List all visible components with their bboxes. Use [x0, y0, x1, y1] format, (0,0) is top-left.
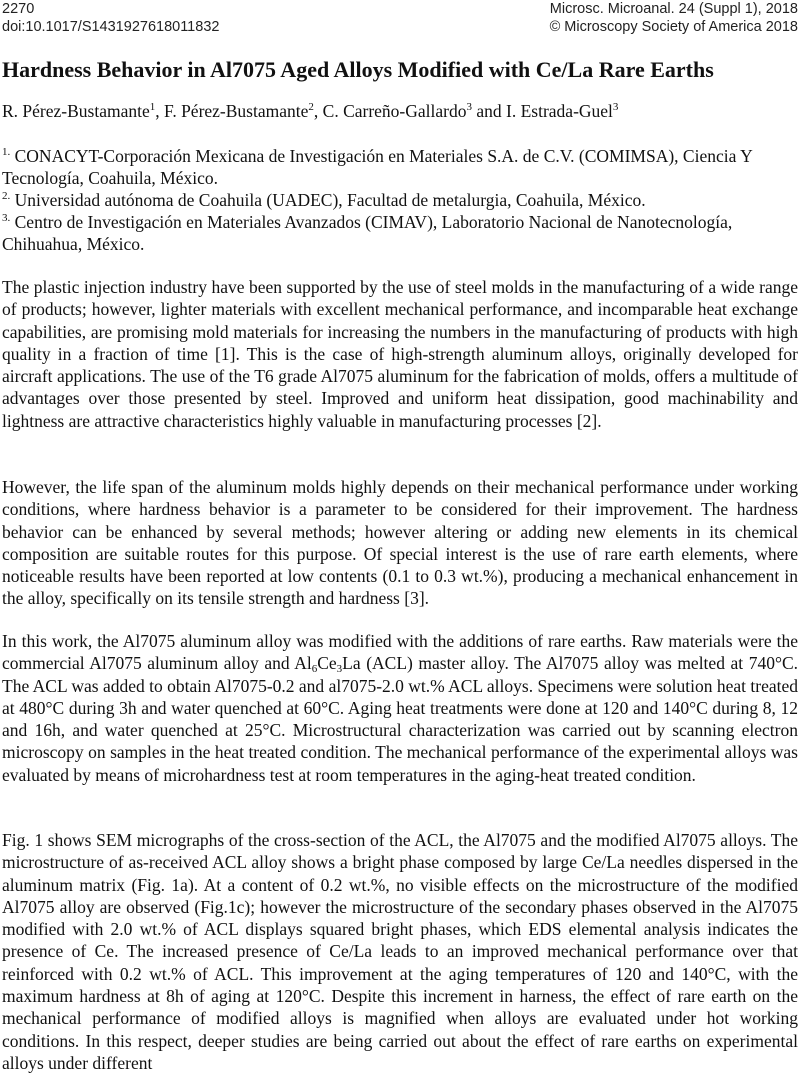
- author-name: F. Pérez-Bustamante: [163, 101, 309, 121]
- journal-citation: Microsc. Microanal. 24 (Suppl 1), 2018: [549, 1, 798, 17]
- affiliation-number: 2.: [2, 190, 11, 202]
- paragraph-text: La (ACL) master alloy. The Al7075 alloy was melted at 740°C. The ACL was added to obtain Al7075-0.2 and al7075-2.0 wt.% ACL alloys. Specimens were solution heat treated at 480°C during 3h and water quenched at 60°C. Aging heat treatments were done at 120 and 140°C during 8, 12 and 16h, and water quenched at 25°C. Microstructural characterization was carried out by scanning electron microscopy on samples in the heat treated condition. The mechanical performance of the experimental alloys was evaluated by means of microhardness test at room temperatures in the aging-heat treated condition.: [2, 653, 798, 785]
- header-left: [2, 0, 219, 36]
- author-separator: ,: [155, 101, 164, 121]
- body-paragraph-4: Fig. 1 shows SEM micrographs of the cross-section of the ACL, the Al7075 and the modified Al7075 alloys. The microstructure of as-received ACL alloy shows a bright phase composed by large Ce/La needles dispersed in the aluminum matrix (Fig. 1a). At a content of 0.2 wt.%, no visible effects on the microstructure of the modified Al7075 alloy are observed (Fig.1c); however the microstructure of the secondary phases observed in the Al7075 modified with 2.0 wt.% of ACL displays squared bright phases, which EDS elemental analysis indicates the presence of Ce. The increased presence of Ce/La leads to an improved mechanical performance over that reinforced with 0.2 wt.% of ACL. This improvement at the aging temperatures of 120 and 140°C, with the maximum hardness at 8h of aging at 120°C. Despite this increment in harness, the effect of rare earth on the mechanical performance of modified alloys is magnified when alloys are evaluated under hot working conditions. In this respect, deeper studies are being carried out about the effect of rare earths on experimental alloys under different: [2, 830, 798, 1073]
- subscript: 6: [311, 663, 318, 676]
- author-affiliation-mark: 1: [149, 101, 156, 113]
- author-affiliation-mark: 3: [612, 101, 619, 113]
- paragraph-text: In this work, the Al7075 aluminum alloy was modified with the additions of rare earths. Raw materials were the commercial Al7075 aluminum alloy and Al: [2, 631, 798, 674]
- affiliation-text: Universidad autónoma de Coahuila (UADEC), Facultad de metalurgia, Coahuila, México.: [10, 190, 646, 210]
- copyright: © Microscopy Society of America 2018: [549, 19, 798, 35]
- affiliation-text: Centro de Investigación en Materiales Avanzados (CIMAV), Laboratorio Nacional de Nanotecnología, Chihuahua, México.: [2, 212, 733, 254]
- author-separator: and: [471, 101, 507, 121]
- doi: doi:10.1017/S1431927618011832: [2, 19, 220, 35]
- page-number: 2270: [2, 1, 35, 17]
- paragraph-text: Ce: [317, 653, 337, 674]
- affiliation-1: [2, 145, 792, 189]
- affiliation-number: 1.: [2, 146, 11, 158]
- author-name: I. Estrada-Guel: [506, 101, 613, 121]
- author-affiliation-mark: 2: [308, 101, 314, 113]
- affiliation-number: 3.: [2, 212, 11, 224]
- subscript: 3: [336, 663, 343, 676]
- body-paragraph-2: However, the life span of the aluminum molds highly depends on their mechanical performance under working conditions, where hardness behavior is a parameter to be considered for their improvement. The hardness behavior can be enhanced by several methods; however altering or adding new elements in its chemical composition are suitable routes for this purpose. Of special interest is the use of rare earth elements, where noticeable results have been reported at low contents (0.1 to 0.3 wt.%), producing a mechanical enhancement in the alloy, specifically on its tensile strength and hardness [3].: [2, 477, 798, 609]
- body-paragraph-1: The plastic injection industry have been supported by the use of steel molds in the manufacturing of a wide range of products; however, lighter materials with excellent mechanical performance, and incomparable heat exchange capabilities, are promising mold materials for increasing the numbers in the manufacturing of products with high quality in a fraction of time [1]. This is the case of high-strength aluminum alloys, originally developed for aircraft applications. The use of the T6 grade Al7075 aluminum for the fabrication of molds, offers a multitude of advantages over those presented by steel. Improved and uniform heat dissipation, good machinability and lightness are attractive characteristics highly valuable in manufacturing processes [2].: [2, 277, 798, 431]
- body-paragraph-3: [2, 630, 798, 786]
- author-name: R. Pérez-Bustamante: [2, 101, 150, 121]
- affiliation-2: [2, 189, 792, 211]
- header-right: [550, 0, 798, 36]
- author-affiliation-mark: 3: [466, 101, 472, 113]
- paper-title: Hardness Behavior in Al7075 Aged Alloys Modified with Ce/La Rare Earths: [2, 57, 714, 82]
- author-separator: ,: [313, 101, 323, 121]
- affiliation-text: CONACYT-Corporación Mexicana de Investigación en Materiales S.A. de C.V. (COMIMSA), Ciencia Y Tecnología, Coahuila, México.: [2, 146, 753, 188]
- author-name: C. Carreño-Gallardo: [322, 101, 467, 121]
- author-list: [2, 100, 618, 122]
- affiliation-3: [2, 211, 792, 255]
